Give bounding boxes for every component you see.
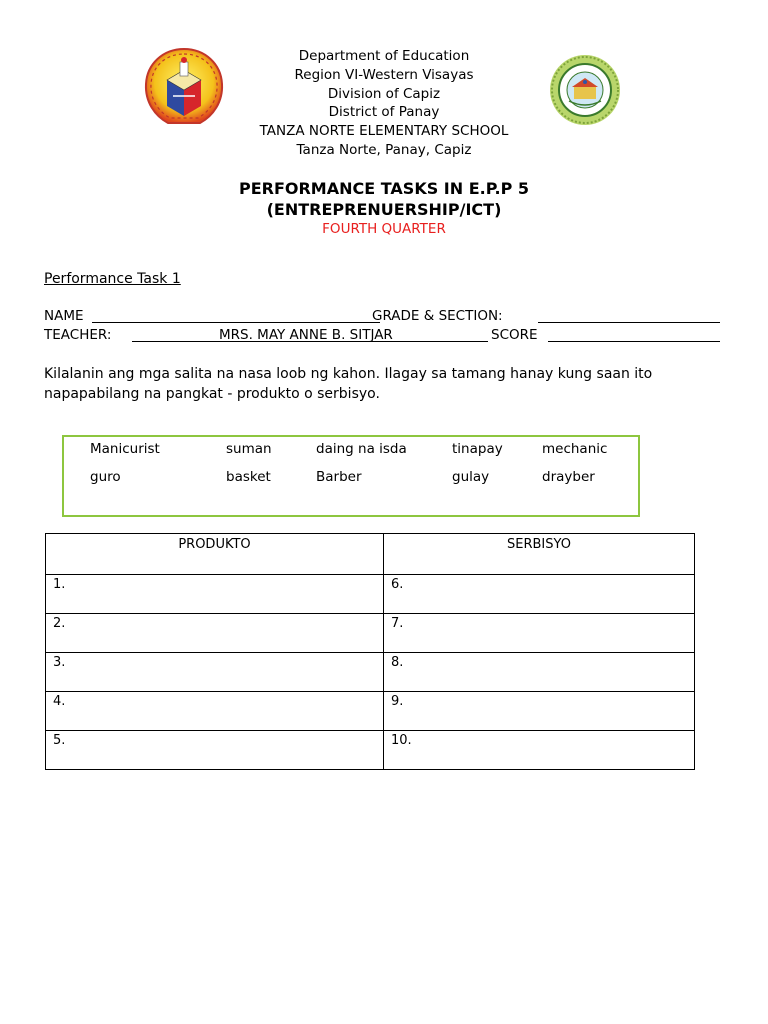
task-label: Performance Task 1: [44, 271, 181, 287]
teacher-value: MRS. MAY ANNE B. SITJAR: [219, 327, 393, 343]
answer-cell[interactable]: 3.: [46, 653, 384, 692]
document-title: [0, 178, 768, 239]
title-line-2: (ENTREPRENUERSHIP/ICT): [266, 200, 502, 219]
word-box: [62, 435, 640, 517]
answer-cell[interactable]: 7.: [384, 614, 695, 653]
answer-cell[interactable]: 8.: [384, 653, 695, 692]
word-item: Barber: [316, 469, 362, 485]
answer-cell[interactable]: 1.: [46, 575, 384, 614]
title-line-1: PERFORMANCE TASKS IN E.P.P 5: [238, 179, 530, 198]
word-item: drayber: [542, 469, 595, 485]
word-item: Manicurist: [90, 441, 160, 457]
department-line: Department of Education: [298, 48, 470, 64]
teacher-row: [44, 327, 724, 345]
header-serbisyo: SERBISYO: [384, 534, 695, 575]
word-item: daing na isda: [316, 441, 407, 457]
header-produkto: PRODUKTO: [46, 534, 384, 575]
word-item: guro: [90, 469, 121, 485]
answer-cell[interactable]: 5.: [46, 731, 384, 770]
score-label: SCORE: [491, 327, 538, 343]
district-line: District of Panay: [328, 104, 440, 121]
name-row: [44, 308, 724, 326]
table-row: [46, 692, 695, 731]
answer-cell[interactable]: 6.: [384, 575, 695, 614]
quarter-label: FOURTH QUARTER: [322, 221, 446, 237]
teacher-label: TEACHER:: [44, 327, 112, 343]
answer-cell[interactable]: 4.: [46, 692, 384, 731]
table-row: [46, 653, 695, 692]
answer-table: [45, 533, 695, 770]
division-line: Division of Capiz: [327, 85, 441, 102]
answer-cell[interactable]: 9.: [384, 692, 695, 731]
table-row: [46, 614, 695, 653]
instructions: Kilalanin ang mga salita na nasa loob ng kahon. Ilagay sa tamang hanay kung saan ito napapabilang na pangkat - produkto o serbisyo.: [44, 366, 653, 402]
word-item: suman: [226, 441, 272, 457]
name-label: NAME: [44, 308, 84, 324]
grade-blank[interactable]: [538, 308, 720, 323]
school-name: TANZA NORTE ELEMENTARY SCHOOL: [259, 123, 509, 140]
word-item: tinapay: [452, 441, 503, 457]
table-row: [46, 575, 695, 614]
name-blank[interactable]: [92, 308, 380, 323]
school-address: Tanza Norte, Panay, Capiz: [296, 141, 472, 158]
word-item: gulay: [452, 469, 490, 485]
table-header-row: [46, 534, 695, 575]
answer-cell[interactable]: 10.: [384, 731, 695, 770]
score-blank[interactable]: [548, 327, 720, 342]
region-line: Region VI-Western Visayas: [294, 66, 474, 83]
answer-cell[interactable]: 2.: [46, 614, 384, 653]
grade-label: GRADE & SECTION:: [372, 308, 503, 324]
word-item: mechanic: [542, 441, 608, 457]
letterhead: [0, 47, 768, 160]
table-row: [46, 731, 695, 770]
word-item: basket: [226, 469, 271, 485]
